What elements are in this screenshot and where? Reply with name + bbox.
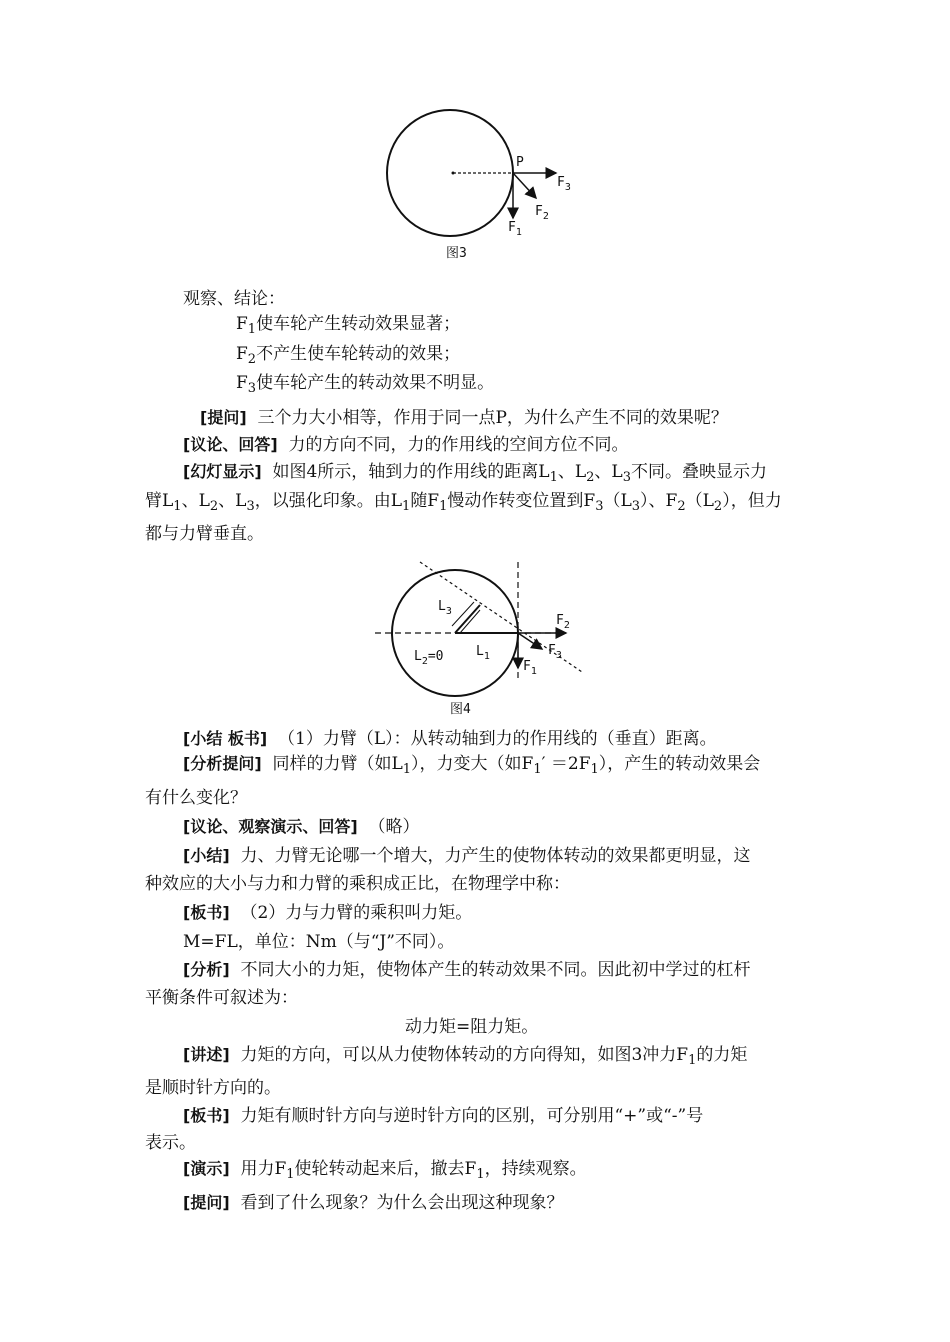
slide-para-line-2: 臂$L_1$、$L_2$、$L_3$，以强化印象。由$L_1$随$F_1$慢动作转变位置到$F_3(L_3)$、$F_2(L_2)$，但力 — [145, 491, 782, 514]
fig4-caption: 图4 — [450, 702, 471, 717]
question-2: [提问] 看到了什么现象？为什么会出现这种现象？ — [183, 1193, 564, 1213]
board-2-line-1: [板书] 力矩有顺时针方向与逆时针方向的区别，可分别用“+”或“-”号 — [183, 1106, 704, 1126]
discussion-2: [议论、观察演示、回答] （略） — [183, 817, 420, 837]
formula: M=FL，单位：Nm（与“J”不同）。 — [183, 932, 455, 952]
analysis-1-line-2: 有什么变化？ — [145, 788, 247, 808]
observe-line-1: $F_1$使车轮产生转动效果显著； — [236, 314, 461, 337]
summary-2-line-2: 种效应的大小与力和力臂的乘积成正比，在物理学中称： — [145, 874, 570, 894]
observe-line-3: $F_3$使车轮产生的转动效果不明显。 — [236, 373, 495, 396]
analysis-2-line-2: 平衡条件可叙述为： — [145, 988, 298, 1008]
tag: [板书] — [183, 1106, 230, 1125]
observe-heading: 观察、结论： — [183, 289, 285, 309]
question-1: [提问] 三个力大小相等，作用于同一点P，为什么产生不同的效果呢？ — [200, 408, 728, 428]
point-p-label: P — [516, 155, 524, 170]
axis-dot — [452, 172, 455, 175]
fig3-f3-label: $F_3$ — [557, 175, 571, 193]
force-f2-arrow — [513, 173, 536, 198]
tag: [提问] — [183, 1193, 230, 1212]
balance-equation: 动力矩=阻力矩。 — [405, 1017, 539, 1037]
observe-line-2: $F_2$不产生使车轮转动的效果； — [236, 344, 461, 367]
fig3-f2-label: $F_2$ — [535, 204, 549, 222]
demo: [演示] 用力$F_1$使轮转动起来后，撤去$F_1$，持续观察。 — [183, 1159, 587, 1182]
figure-4 — [370, 560, 600, 725]
tag: [讲述] — [183, 1045, 230, 1064]
narration-line-2: 是顺时针方向的。 — [145, 1078, 281, 1098]
fig4-f1-label: $F_1$ — [523, 659, 537, 677]
tag: [小结] — [183, 846, 230, 865]
fig4-l2-label: $L_2=0$ — [414, 649, 444, 667]
narration-line-1: [讲述] 力矩的方向，可以从力使物体转动的方向得知，如图3冲力$F_1$的力矩 — [183, 1045, 748, 1068]
force-f3-arrow — [518, 633, 542, 649]
tag: [小结 板书] — [183, 729, 268, 748]
analysis-2-line-1: [分析] 不同大小的力矩，使物体产生的转动效果不同。因此初中学过的杠杆 — [183, 960, 751, 980]
summary-1: [小结 板书] （1）力臂（L）：从转动轴到力的作用线的（垂直）距离。 — [183, 729, 717, 749]
board-1: [板书] （2）力与力臂的乘积叫力矩。 — [183, 903, 473, 923]
tag: [幻灯显示] — [183, 462, 262, 481]
summary-2-line-1: [小结] 力、力臂无论哪一个增大，力产生的使物体转动的效果都更明显，这 — [183, 846, 751, 866]
slide-para-line-1: [幻灯显示] 如图4所示，轴到力的作用线的距离$L_1$、$L_2$、$L_3$不同。叠映显示力 — [183, 462, 767, 485]
board-2-line-2: 表示。 — [145, 1133, 196, 1153]
tag: [议论、观察演示、回答] — [183, 817, 358, 836]
fig4-l3-label: $L_3$ — [438, 599, 452, 617]
discussion-1: [议论、回答] 力的方向不同，力的作用线的空间方位不同。 — [183, 435, 629, 455]
fig4-f3-label: $F_3$ — [548, 643, 562, 661]
tag: [分析] — [183, 960, 230, 979]
figure-3 — [370, 100, 600, 270]
fig3-caption: 图3 — [446, 246, 467, 261]
fig3-f1-label: $F_1$ — [508, 220, 522, 238]
tag: [板书] — [183, 903, 230, 922]
tag: [议论、回答] — [183, 435, 278, 454]
slide-para-line-3: 都与力臂垂直。 — [145, 524, 264, 544]
fig4-f2-label: $F_2$ — [556, 613, 570, 631]
tag: [分析提问] — [183, 754, 262, 773]
tag: [提问] — [200, 408, 247, 427]
l3-bracket — [452, 602, 480, 633]
fig4-l1-label: $L_1$ — [476, 644, 490, 662]
analysis-1-line-1: [分析提问] 同样的力臂（如$L_1$），力变大（如$F_1' =2F_1$），产生的转动效果会 — [183, 754, 761, 777]
tag: [演示] — [183, 1159, 230, 1178]
